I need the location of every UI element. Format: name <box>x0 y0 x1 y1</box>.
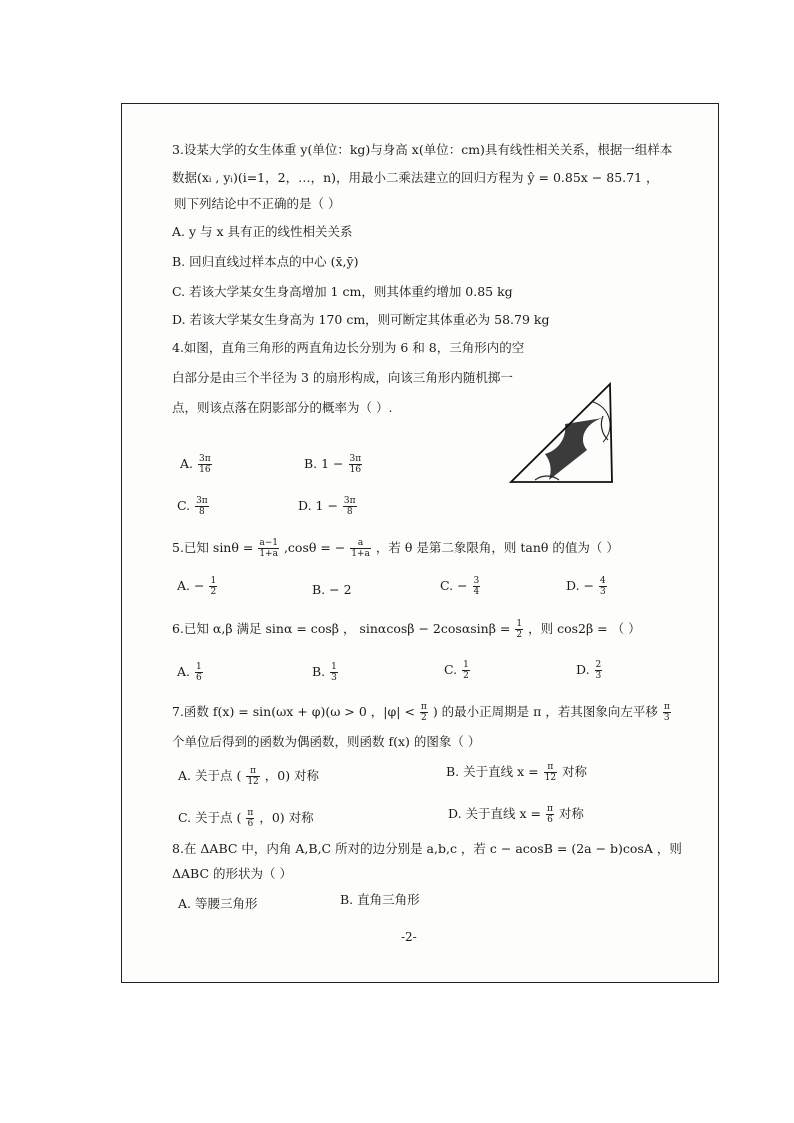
q4-option-a: A. $\frac{3\pi}{16}$ <box>180 454 211 475</box>
q8-option-a: A. 等腰三角形 <box>178 896 258 911</box>
q5-option-b: B. − 2 <box>312 582 352 597</box>
q5-option-a: A. − $\frac{1}{2}$ <box>177 576 217 597</box>
q6-option-b: B. $\frac{1}{3}$ <box>312 662 337 683</box>
q6-option-d: D. $\frac{2}{3}$ <box>576 660 602 681</box>
triangle-sector-figure <box>507 382 617 492</box>
q5-stem: 5.已知 sinθ = $\frac{a-1}{1+a}$ ,cosθ = − $\frac{a}{1+a}$ ，若 θ 是第二象限角，则 tanθ 的值为（ ） <box>172 538 619 559</box>
q4-option-c: C. $\frac{3\pi}{8}$ <box>177 496 208 517</box>
q8-stem-line2: ΔABC 的形状为（ ） <box>172 866 292 881</box>
q7-option-b: B. 关于直线 x = $\frac{\pi}{12}$ 对称 <box>446 762 588 783</box>
q3-option-b: B. 回归直线过样本点的中心 (x̄,ȳ) <box>172 254 359 269</box>
q7-stem-line1: 7.函数 f(x) = sin(ωx + φ)(ω > 0 ，|φ| < $\frac{\pi}{2}$ ) 的最小正周期是 π ，若其图象向左平移 $\frac{\pi}{3}$ <box>172 702 670 723</box>
exam-page <box>121 103 719 983</box>
q7-option-c: C. 关于点 ( $\frac{\pi}{6}$ ，0) 对称 <box>178 808 314 829</box>
q4-line2: 白部分是由三个半径为 3 的扇形构成，向该三角形内随机掷一 <box>172 370 513 385</box>
q6-stem: 6.已知 α,β 满足 sinα = cosβ ， sinαcosβ − 2cosαsinβ = $\frac{1}{2}$ ，则 cos2β = （ ） <box>172 619 641 640</box>
q6-option-a: A. $\frac{1}{6}$ <box>177 662 202 683</box>
q7-stem-line2: 个单位后得到的函数为偶函数，则函数 f(x) 的图象（ ） <box>172 734 481 749</box>
shaded-region <box>545 418 603 480</box>
q5-option-d: D. − $\frac{4}{3}$ <box>566 576 606 597</box>
q5-option-c: C. − $\frac{3}{4}$ <box>440 576 480 597</box>
q3-option-a: A. y 与 x 具有正的线性相关关系 <box>172 224 353 239</box>
q4-option-b: B. 1 − $\frac{3\pi}{16}$ <box>304 454 362 475</box>
q3-option-c: C. 若该大学某女生身高增加 1 cm，则其体重约增加 0.85 kg <box>172 284 513 299</box>
q7-option-d: D. 关于直线 x = $\frac{\pi}{6}$ 对称 <box>448 804 584 825</box>
q8-option-b: B. 直角三角形 <box>340 892 420 907</box>
q8-stem-line1: 8.在 ΔABC 中，内角 A,B,C 所对的边分别是 a,b,c ，若 c − acosB = (2a − b)cosA ，则 <box>172 841 682 856</box>
q3-line1: 3.设某大学的女生体重 y(单位：kg)与身高 x(单位：cm)具有线性相关关系，根据一组样本 <box>172 142 673 157</box>
q4-line3: 点，则该点落在阴影部分的概率为（ ）. <box>172 400 393 415</box>
q6-option-c: C. $\frac{1}{2}$ <box>444 660 469 681</box>
q3-line2: 数据(xᵢ , yᵢ)(i=1，2，…，n)，用最小二乘法建立的回归方程为 ŷ = 0.85x − 85.71 ， <box>172 170 659 185</box>
page-number: -2- <box>401 930 417 944</box>
sector-arc-bottom <box>535 476 559 480</box>
q3-option-d: D. 若该大学某女生身高为 170 cm，则可断定其体重必为 58.79 kg <box>172 312 550 327</box>
q3-line3: 则下列结论中不正确的是（ ） <box>174 196 341 211</box>
q7-option-a: A. 关于点 ( $\frac{\pi}{12}$ ，0) 对称 <box>178 766 320 787</box>
q4-line1: 4.如图，直角三角形的两直角边长分别为 6 和 8，三角形内的空 <box>172 340 525 355</box>
q4-option-d: D. 1 − $\frac{3\pi}{8}$ <box>298 496 356 517</box>
